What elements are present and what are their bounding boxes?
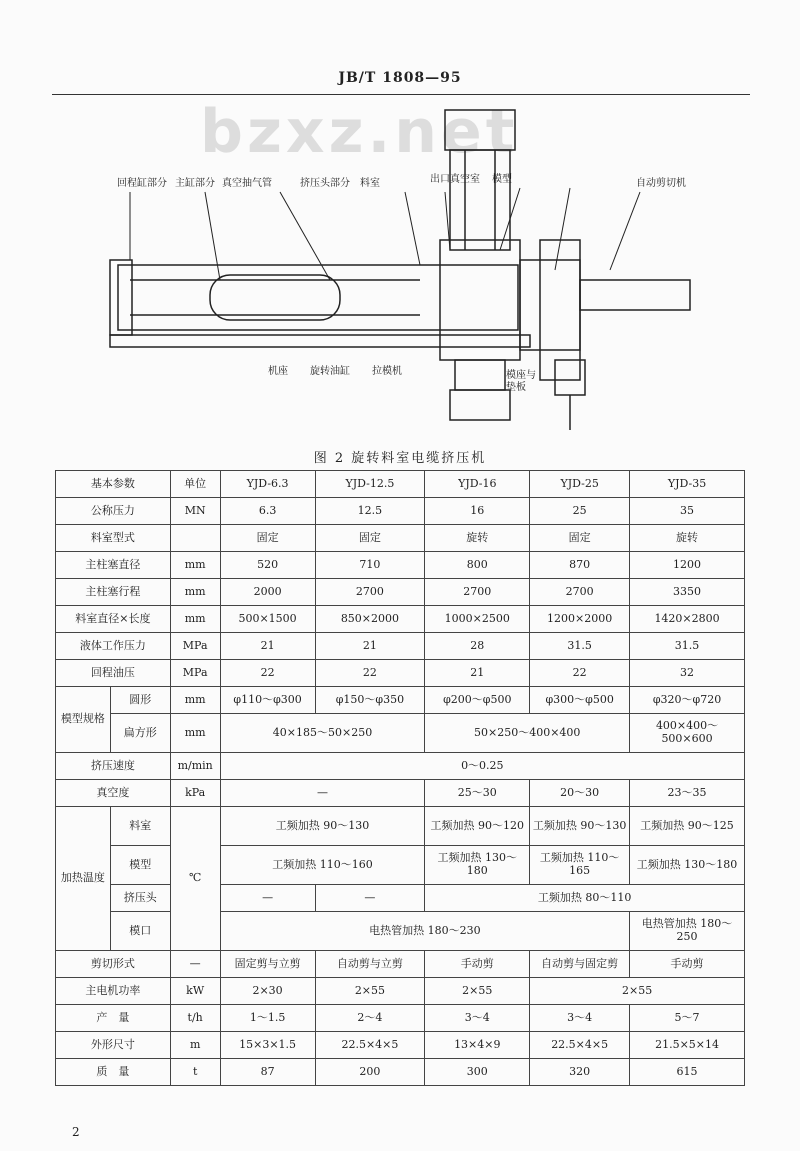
table-row: [56, 807, 745, 846]
label-die-seat: 模座与垫板: [506, 370, 536, 393]
label-auto-cutter: 自动剪切机: [636, 178, 686, 189]
table-cell: mm: [170, 606, 220, 633]
table-cell: 自动剪与立剪: [315, 951, 425, 978]
table-cell: 22: [220, 660, 315, 687]
table-cell: YJD-16: [425, 471, 530, 498]
table-cell: 主柱塞行程: [56, 579, 171, 606]
table-cell: 50×250～400×400: [425, 714, 630, 753]
table-cell: 模口: [110, 912, 170, 951]
table-cell: 31.5: [630, 633, 745, 660]
table-cell: YJD-12.5: [315, 471, 425, 498]
table-row: [56, 714, 745, 753]
table-row: [56, 552, 745, 579]
table-cell: 料室: [110, 807, 170, 846]
table-cell: 31.5: [530, 633, 630, 660]
table-cell: t: [170, 1059, 220, 1086]
table-cell: 挤压速度: [56, 753, 171, 780]
table-cell: 1200×2000: [530, 606, 630, 633]
table-cell: 2700: [530, 579, 630, 606]
table-cell: 挤压头: [110, 885, 170, 912]
table-cell: 固定: [530, 525, 630, 552]
label-die-puller: 拉模机: [372, 366, 402, 377]
table-cell: 5～7: [630, 1005, 745, 1032]
table-cell: 2700: [425, 579, 530, 606]
table-cell: φ300～φ500: [530, 687, 630, 714]
table-cell: 870: [530, 552, 630, 579]
table-cell: 2×55: [530, 978, 745, 1005]
table-cell: 2000: [220, 579, 315, 606]
table-cell: 21: [315, 633, 425, 660]
table-header-row: [56, 471, 745, 498]
table-cell: mm: [170, 579, 220, 606]
table-cell: YJD-35: [630, 471, 745, 498]
table-cell: —: [220, 780, 425, 807]
table-cell: kPa: [170, 780, 220, 807]
table-cell: t/h: [170, 1005, 220, 1032]
label-rotary-cylinder: 旋转油缸: [310, 366, 350, 377]
table-row: [56, 498, 745, 525]
table-cell: 22.5×4×5: [315, 1032, 425, 1059]
table-cell: mm: [170, 552, 220, 579]
table-cell: 200: [315, 1059, 425, 1086]
table-cell: ℃: [170, 807, 220, 951]
table-cell: 1000×2500: [425, 606, 530, 633]
table-cell: 520: [220, 552, 315, 579]
label-vacuum-pipe: 真空抽气管: [222, 178, 272, 189]
table-cell: 模型规格: [56, 687, 111, 753]
table-row: [56, 687, 745, 714]
label-base: 机座: [268, 366, 288, 377]
table-cell: [170, 525, 220, 552]
table-cell: 工频加热 130～180: [630, 846, 745, 885]
table-row: [56, 633, 745, 660]
table-cell: 电热管加热 180～250: [630, 912, 745, 951]
table-cell: 自动剪与固定剪: [530, 951, 630, 978]
table-cell: 工频加热 90～130: [530, 807, 630, 846]
label-return-cylinder: 回程缸部分: [117, 178, 167, 189]
table-row: [56, 1005, 745, 1032]
watermark: bzxz.net: [200, 97, 519, 167]
table-cell: 320: [530, 1059, 630, 1086]
label-mold: 模型: [492, 174, 512, 185]
table-cell: 手动剪: [630, 951, 745, 978]
table-cell: 850×2000: [315, 606, 425, 633]
table-row: [56, 978, 745, 1005]
table-cell: 3～4: [425, 1005, 530, 1032]
table-cell: 料室型式: [56, 525, 171, 552]
table-cell: MN: [170, 498, 220, 525]
table-cell: 手动剪: [425, 951, 530, 978]
table-cell: YJD-6.3: [220, 471, 315, 498]
table-cell: 15×3×1.5: [220, 1032, 315, 1059]
table-cell: 3350: [630, 579, 745, 606]
table-row: [56, 846, 745, 885]
table-cell: YJD-25: [530, 471, 630, 498]
table-cell: 35: [630, 498, 745, 525]
label-extrusion-head: 挤压头部分: [300, 178, 350, 189]
table-cell: φ200～φ500: [425, 687, 530, 714]
table-row: [56, 912, 745, 951]
table-cell: 13×4×9: [425, 1032, 530, 1059]
table-cell: 主电机功率: [56, 978, 171, 1005]
table-cell: 工频加热 80～110: [425, 885, 745, 912]
table-row: [56, 951, 745, 978]
table-cell: 外形尺寸: [56, 1032, 171, 1059]
table-cell: 300: [425, 1059, 530, 1086]
page-number: 2: [72, 1125, 80, 1139]
table-cell: 500×1500: [220, 606, 315, 633]
table-row: [56, 1059, 745, 1086]
table-cell: 旋转: [425, 525, 530, 552]
table-cell: 800: [425, 552, 530, 579]
table-row: [56, 579, 745, 606]
table-cell: 25: [530, 498, 630, 525]
table-cell: 1420×2800: [630, 606, 745, 633]
table-cell: 32: [630, 660, 745, 687]
table-cell: —: [220, 885, 315, 912]
table-cell: 21: [425, 660, 530, 687]
table-cell: 2～4: [315, 1005, 425, 1032]
table-row: [56, 753, 745, 780]
table-cell: kW: [170, 978, 220, 1005]
table-cell: 工频加热 90～130: [220, 807, 425, 846]
table-cell: m/min: [170, 753, 220, 780]
label-outlet-vacuum: 出口真空室: [430, 174, 480, 185]
table-cell: MPa: [170, 633, 220, 660]
table-cell: 工频加热 90～120: [425, 807, 530, 846]
table-cell: 2700: [315, 579, 425, 606]
table-cell: 质 量: [56, 1059, 171, 1086]
table-cell: MPa: [170, 660, 220, 687]
table-cell: 28: [425, 633, 530, 660]
table-cell: 主柱塞直径: [56, 552, 171, 579]
table-cell: 公称压力: [56, 498, 171, 525]
table-cell: φ110～φ300: [220, 687, 315, 714]
table-cell: 21.5×5×14: [630, 1032, 745, 1059]
table-cell: 20～30: [530, 780, 630, 807]
table-cell: φ150～φ350: [315, 687, 425, 714]
table-cell: —: [170, 951, 220, 978]
table-cell: 固定: [220, 525, 315, 552]
figure-caption: 图 2 旋转料室电缆挤压机: [313, 451, 487, 466]
table-cell: 6.3: [220, 498, 315, 525]
table-cell: 产 量: [56, 1005, 171, 1032]
table-cell: 模型: [110, 846, 170, 885]
table-cell: 工频加热 110～160: [220, 846, 425, 885]
table-cell: 工频加热 110～165: [530, 846, 630, 885]
table-cell: 12.5: [315, 498, 425, 525]
header-rule: [52, 94, 750, 95]
table-cell: 固定剪与立剪: [220, 951, 315, 978]
table-row: [56, 525, 745, 552]
table-cell: 3～4: [530, 1005, 630, 1032]
table-cell: 工频加热 130～180: [425, 846, 530, 885]
table-cell: 25～30: [425, 780, 530, 807]
table-cell: 圆形: [110, 687, 170, 714]
parameter-table: [55, 470, 745, 1086]
table-cell: 1～1.5: [220, 1005, 315, 1032]
table-row: [56, 780, 745, 807]
table-cell: φ320～φ720: [630, 687, 745, 714]
label-chamber: 料室: [360, 178, 380, 189]
table-cell: 22: [530, 660, 630, 687]
table-cell: 电热管加热 180～230: [220, 912, 629, 951]
table-cell: 2×30: [220, 978, 315, 1005]
table-cell: 料室直径×长度: [56, 606, 171, 633]
table-cell: 加热温度: [56, 807, 111, 951]
table-cell: mm: [170, 714, 220, 753]
table-cell: 615: [630, 1059, 745, 1086]
table-cell: 22.5×4×5: [530, 1032, 630, 1059]
table-cell: 液体工作压力: [56, 633, 171, 660]
table-cell: 1200: [630, 552, 745, 579]
table-row: [56, 885, 745, 912]
table-row: [56, 606, 745, 633]
table-cell: 工频加热 90～125: [630, 807, 745, 846]
table-cell: m: [170, 1032, 220, 1059]
table-cell: 回程油压: [56, 660, 171, 687]
table-cell: mm: [170, 687, 220, 714]
table-cell: 400×400～500×600: [630, 714, 745, 753]
table-cell: 40×185～50×250: [220, 714, 425, 753]
standard-header: JB/T 1808—95: [338, 70, 462, 86]
table-cell: 真空度: [56, 780, 171, 807]
table-row: [56, 660, 745, 687]
table-cell: 固定: [315, 525, 425, 552]
extrusion-press-drawing: [100, 97, 700, 440]
table-cell: 基本参数: [56, 471, 171, 498]
table-cell: 22: [315, 660, 425, 687]
table-cell: —: [315, 885, 425, 912]
table-cell: 21: [220, 633, 315, 660]
table-cell: 2×55: [315, 978, 425, 1005]
label-main-cylinder: 主缸部分: [175, 178, 215, 189]
table-cell: 23～35: [630, 780, 745, 807]
table-row: [56, 1032, 745, 1059]
table-cell: 旋转: [630, 525, 745, 552]
table-cell: 扁方形: [110, 714, 170, 753]
table-cell: 710: [315, 552, 425, 579]
table-cell: 单位: [170, 471, 220, 498]
table-cell: 2×55: [425, 978, 530, 1005]
table-cell: 剪切形式: [56, 951, 171, 978]
table-cell: 16: [425, 498, 530, 525]
table-cell: 87: [220, 1059, 315, 1086]
table-cell: 0～0.25: [220, 753, 744, 780]
